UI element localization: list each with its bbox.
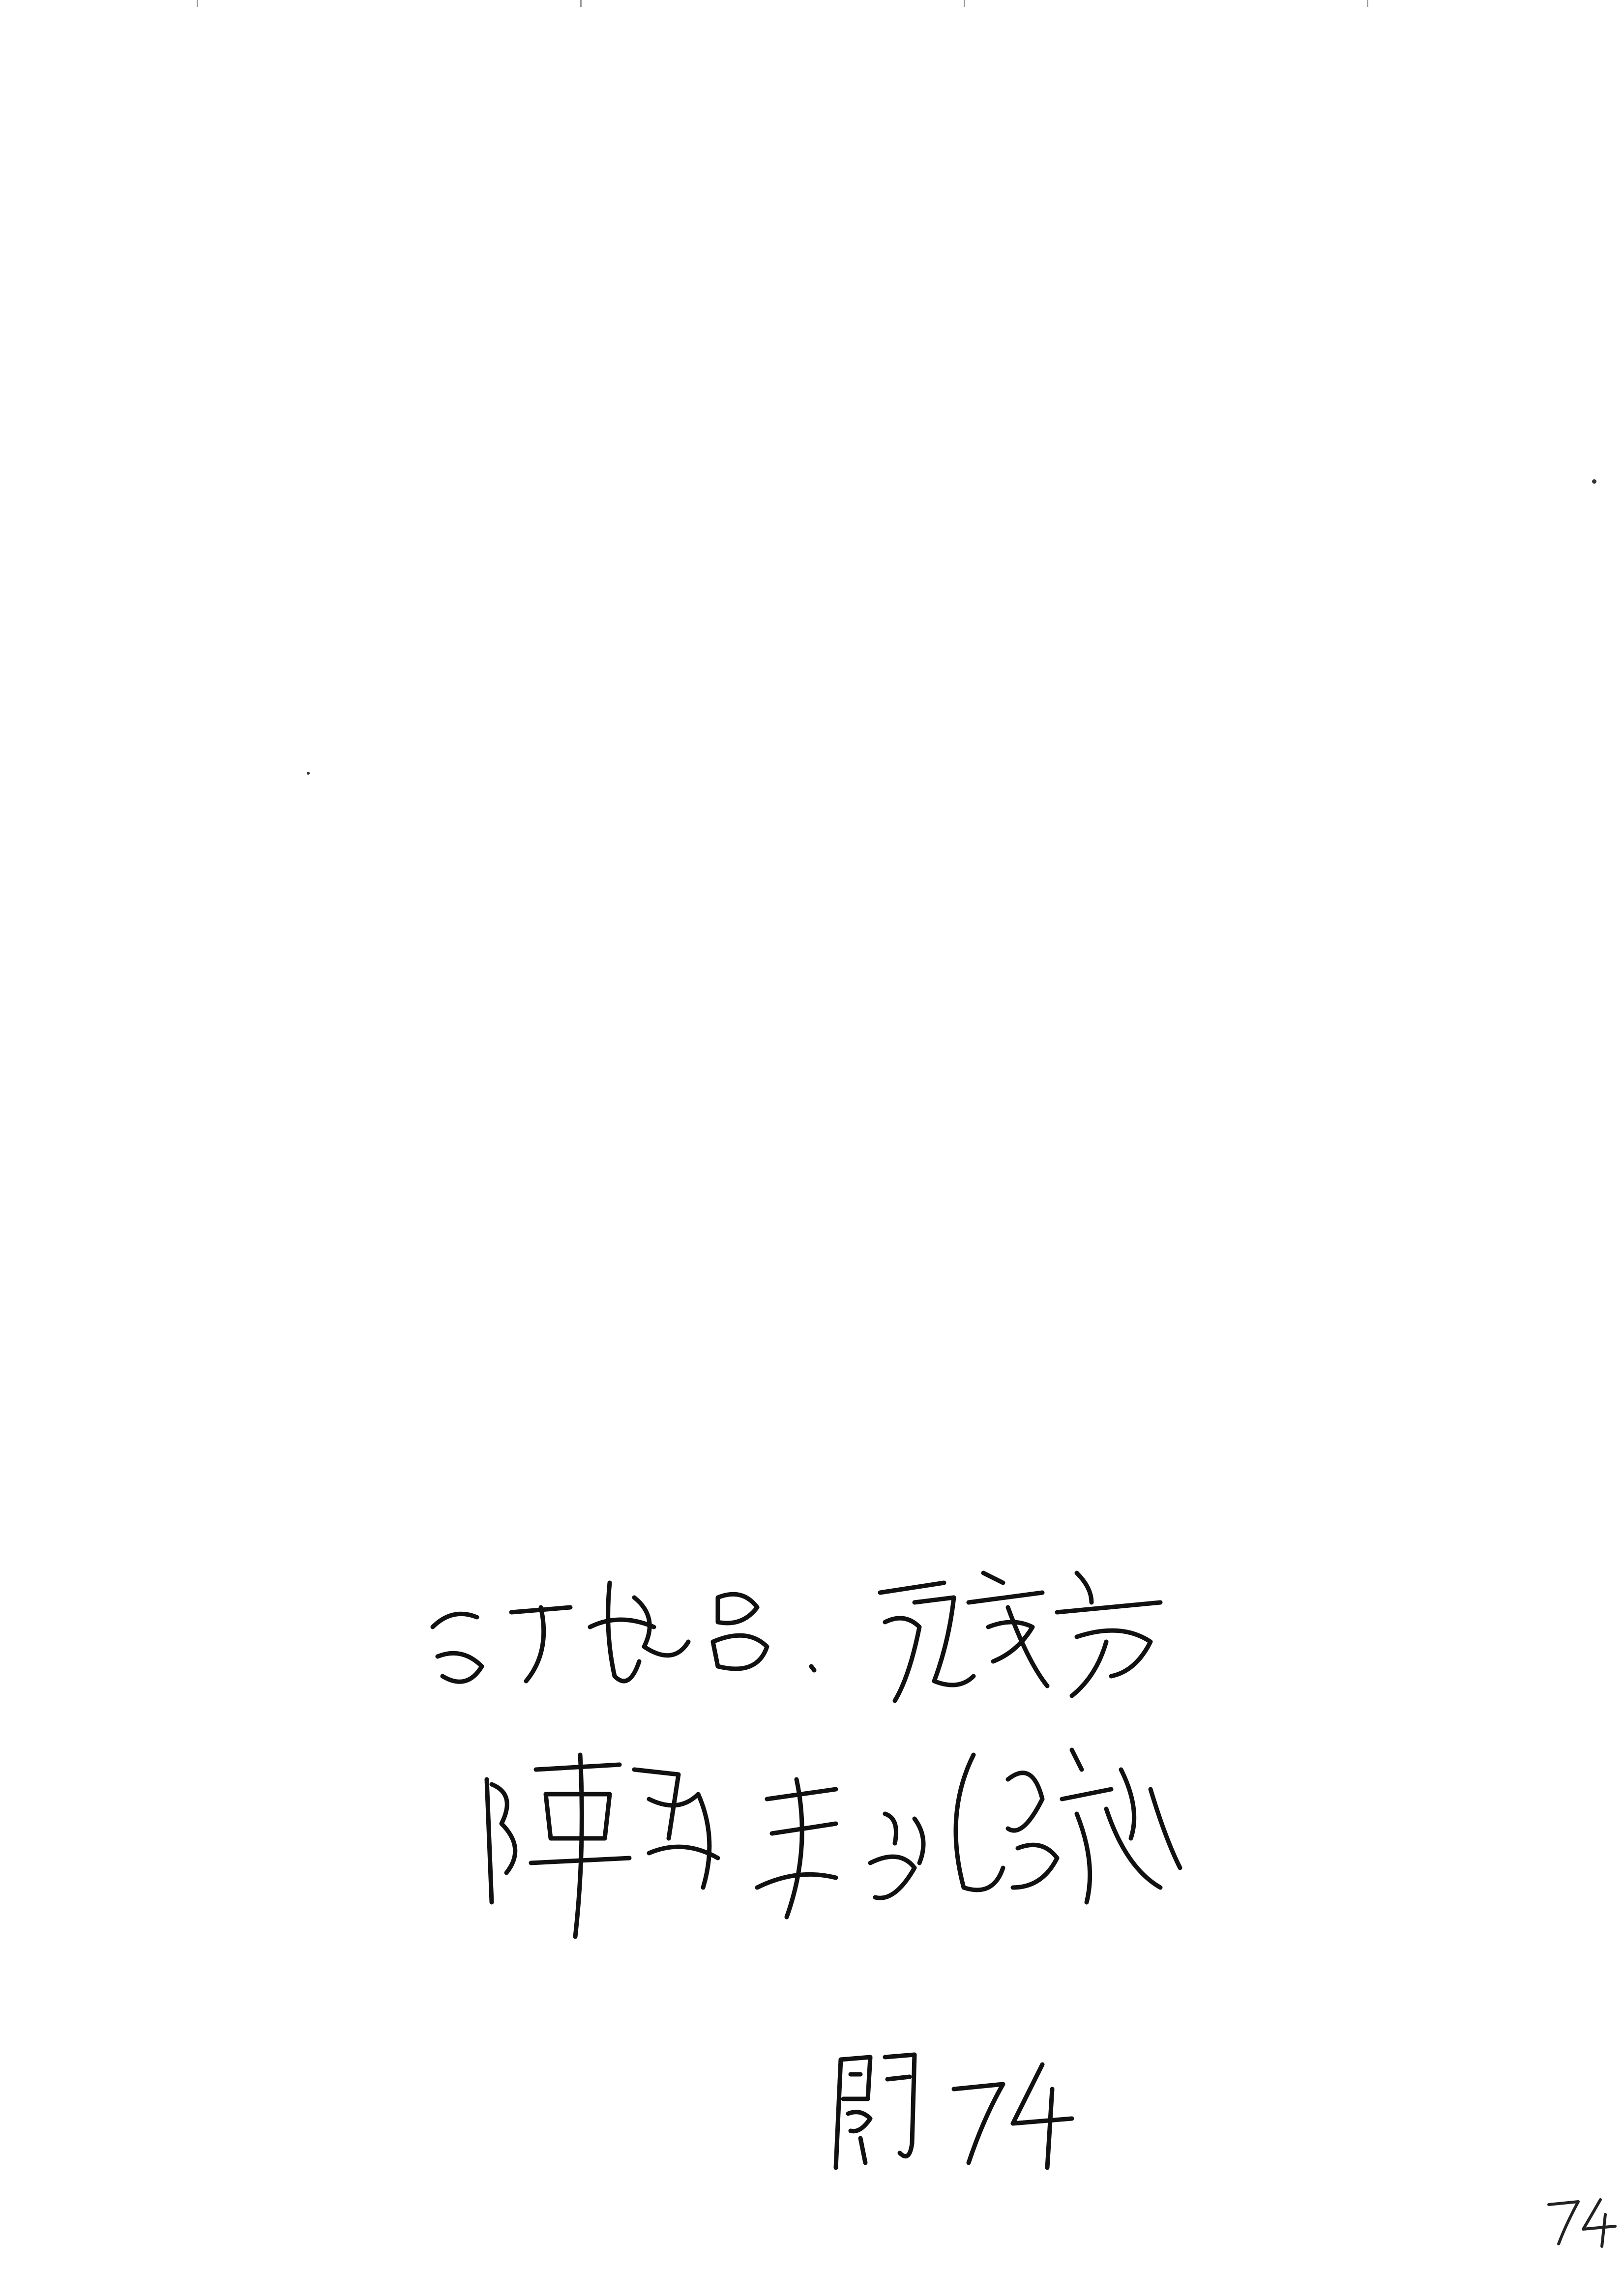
- handwritten-stamp: [787, 2045, 1082, 2173]
- page-number-handwritten: [1544, 2195, 1618, 2249]
- scan-edge-mark: [964, 0, 965, 7]
- proposer-signature: [423, 1553, 1190, 1711]
- scan-speck: [307, 772, 310, 775]
- scan-edge-mark: [580, 0, 582, 7]
- scan-edge-mark: [197, 0, 198, 7]
- scan-speck: [1592, 479, 1596, 484]
- cosigner-signature: [472, 1740, 1190, 1956]
- scan-edge-mark: [1367, 0, 1368, 7]
